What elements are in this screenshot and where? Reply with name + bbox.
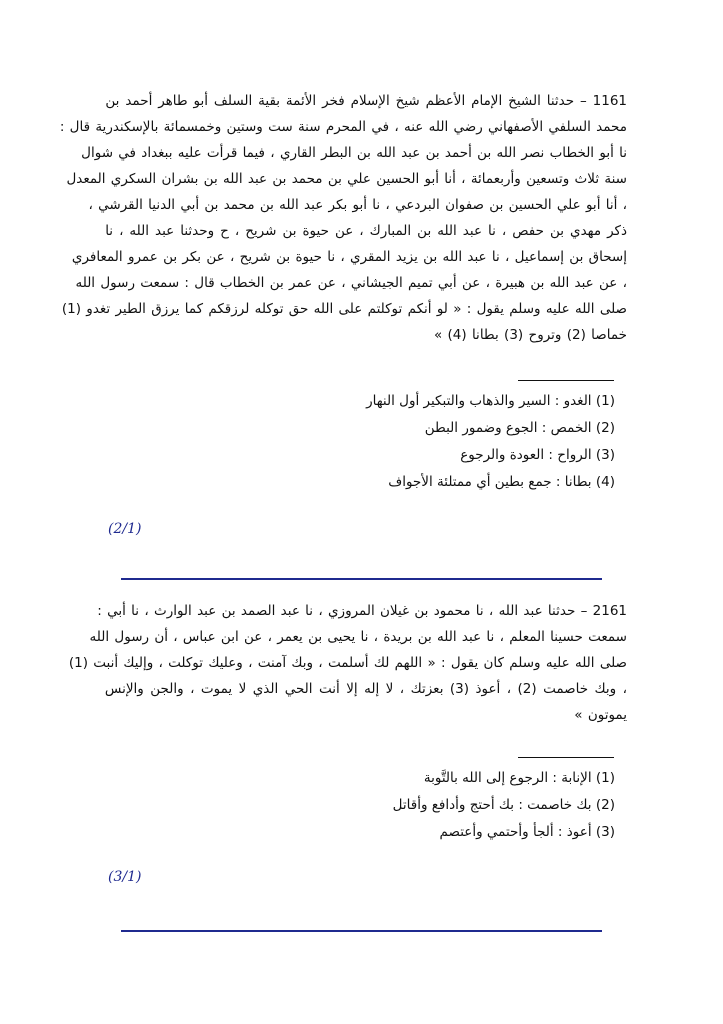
- page-number: (2/1): [108, 521, 142, 537]
- footnote: (2) الخمص : الجوع وضمور البطن: [424, 420, 615, 436]
- footnote: (1) الغدو : السير والذهاب والتبكير أول النهار: [366, 393, 615, 409]
- section-separator: [121, 578, 602, 580]
- section-separator: [121, 930, 602, 932]
- footnote-divider: [518, 757, 614, 758]
- footnote: (2) بك خاصمت : بك أحتج وأدافع وأقاتل: [392, 797, 615, 813]
- hadith-2161-text: [68, 598, 627, 728]
- footnote: (3) الرواح : العودة والرجوع: [460, 447, 615, 463]
- page-number: (3/1): [108, 869, 142, 885]
- footnote: (3) أعوذ : ألجأ وأحتمي وأعتصم: [439, 824, 615, 840]
- text-line: محمد السلفي الأصفهاني رضي الله عنه ، في المحرم سنة ست وستين وخمسمائة بالإسكندرية قال :: [59, 119, 627, 135]
- hadith-1161-footnotes: [195, 388, 615, 496]
- text-line: 1161 – حدثنا الشيخ الإمام الأعظم شيخ الإسلام فخر الأئمة بقية السلف أبو طاهر أحمد بن: [105, 93, 627, 109]
- text-line-last: خماصا (2) وتروح (3) بطانا (4) »: [433, 327, 627, 343]
- text-line: صلى الله عليه وسلم كان يقول : « اللهم لك أسلمت ، وبك آمنت ، وعليك توكلت ، وإليك أنبت (1): [68, 655, 627, 671]
- text-line-last: يموتون »: [574, 707, 627, 723]
- text-line: ، عن عبد الله بن هبيرة ، عن أبي تميم الجيشاني ، عن عمر بن الخطاب قال : سمعت رسول الله: [75, 275, 627, 291]
- hadith-2161-footnotes: [195, 765, 615, 846]
- text-line: إسحاق بن إسماعيل ، نا عبد الله بن يزيد المقري ، نا حيوة بن شريح ، عن بكر بن عمرو المعافري: [71, 249, 627, 265]
- footnote-divider: [518, 380, 614, 381]
- footnote: (4) بطانا : جمع بطين أي ممتلئة الأجواف: [388, 474, 615, 490]
- text-line: سنة ثلاث وتسعين وأربعمائة ، أنا أبو الحسين علي بن محمد بن عبد الله بن بشران السكري المعدل: [66, 171, 627, 187]
- text-line: ، أنا أبو علي الحسين بن صفوان البردعي ، نا أبو بكر عبد الله بن محمد بن أبي الدنيا القرشي ،: [88, 197, 627, 213]
- footnote: (1) الإنابة : الرجوع إلى الله بالتَّوبة: [423, 770, 615, 786]
- text-line: ذكر مهدي بن حفص ، نا عبد الله بن المبارك ، عن حيوة بن شريح ، ح وحدثنا عبد الله ، نا: [105, 223, 627, 239]
- hadith-1161-text: [59, 88, 627, 348]
- text-line: صلى الله عليه وسلم يقول : « لو أنكم توكلتم على الله حق توكله لرزقكم كما يرزق الطير تغدو (1): [61, 301, 627, 317]
- text-line: نا أبو الخطاب نصر الله بن أحمد بن عبد الله بن البطر القاري ، فيما قرأت عليه ببغداد في شوال: [81, 145, 627, 161]
- text-line: 2161 – حدثنا عبد الله ، نا محمود بن غيلان المروزي ، نا عبد الصمد بن عبد الوارث ، نا أبي :: [97, 603, 627, 619]
- text-line: سمعت حسينا المعلم ، نا عبد الله بن بريدة ، نا يحيى بن يعمر ، عن ابن عباس ، أن رسول الله: [89, 629, 627, 645]
- text-line: ، وبك خاصمت (2) ، أعوذ (3) بعزتك ، لا إله إلا أنت الحي الذي لا يموت ، والجن والإنس: [104, 681, 627, 697]
